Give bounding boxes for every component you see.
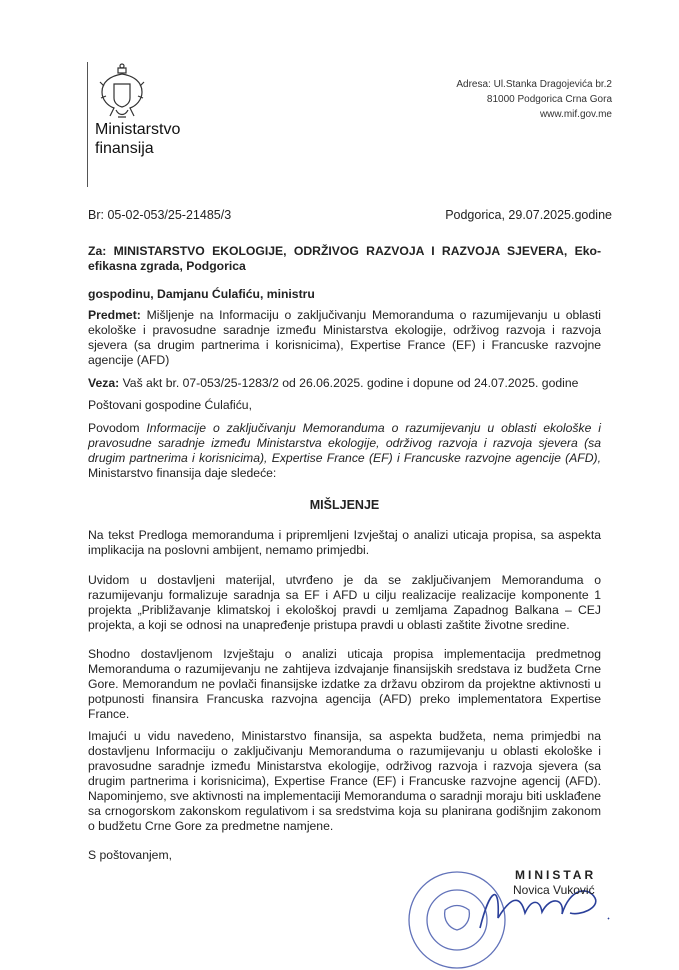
subject xyxy=(88,308,601,368)
link-label: Veza: xyxy=(88,376,120,390)
subject-text: Mišljenje na Informaciju o zaključivanju Memoranduma o razumijevanju u oblasti ekološke i pravosudne saradnje između Ministarstva ekologije, održivog razvoja i razvoja sjevera (sa drugim partnerima i korisnicima), Expertise France (EF) i Francuske razvojne agencije (AFD) xyxy=(88,308,601,367)
address-city: 81000 Podgorica Crna Gora xyxy=(486,94,612,105)
intro-italic: Informacije o zaključivanju Memoranduma o razumijevanju u oblasti ekološke i pravosudne saradnje između Ministarstva ekologije, održivog razvoja i razvoja sjevera (sa drugim partnerima i korisnicima), Expertise France (EF) i Francuske razvojne agencije (AFD), xyxy=(88,421,602,465)
signatory-title: MINISTAR xyxy=(515,868,597,882)
intro-paragraph xyxy=(88,421,601,481)
reference-number: Br: 05-02-053/25-21485/3 xyxy=(88,208,232,222)
recipient xyxy=(88,244,601,274)
addressee: gospodinu, Damjanu Ćulafiću, ministru xyxy=(88,287,315,301)
paragraph: Imajući u vidu navedeno, Ministarstvo finansija, sa aspekta budžeta, nema primjedbi na dostavljenu Informaciju o zaključivanju Memoranduma o razumijevanju u oblasti ekološke i pravosudne saradnje između Ministarstva ekologije, održivog razvoja i razvoja sjevera (sa drugim partnerima i korisnicima), Expertise France (EF) i Francuske razvojne agencij (AFD). Napominjemo, sve aktivnosti na implementaciji Memoranduma o saradnji moraju biti usklađene sa crnogorskom zakonskom regulativom i sa sredstvima koja su planirana godišnjim zakonom o budžetu Crne Gore za predmetne namjene. xyxy=(88,729,601,833)
paragraph: Na tekst Predloga memoranduma i pripremljeni Izvještaj o analizi uticaja propisa, sa aspekta implikacija na poslovni ambijent, nemamo primjedbi. xyxy=(88,528,601,557)
za-label: Za: xyxy=(88,244,107,258)
ministry-name xyxy=(95,120,180,158)
paragraph: Shodno dostavljenom Izvještaju o analizi uticaja propisa implementacija predmetnog Memoranduma o razumijevanju ne zahtijeva izdvajanje finansijskih sredstava iz budžeta Crne Gore. Memorandum ne povlači finansijske izdatke za državu obzirom da projektne aktivnosti u potpunosti finansira Francuska razvojna agencija (AFD) preko implementatora Expertise France. xyxy=(88,647,601,721)
subject-label: Predmet: xyxy=(88,308,141,322)
address-street: Adresa: Ul.Stanka Dragojevića br.2 xyxy=(456,79,612,90)
header-divider xyxy=(87,62,88,187)
paragraph: Uvidom u dostavljeni materijal, utvrđeno je da se zaključivanjem Memoranduma o razumijevanju formalizuje saradnja sa EF i AFD u cilju realizacije realizacije komponente 1 projekta „Približavanje klimatskoj i ekološkoj pravdi u zemljama Zapadnog Balkana – CEJ projekta, a koji se odnosi na unapređenje pristupa pravdi u oblasti zaštite životne sredine. xyxy=(88,573,601,632)
website-link[interactable]: www.mif.gov.me xyxy=(539,109,612,120)
org-line-2: finansija xyxy=(95,140,154,157)
section-title: MIŠLJENJE xyxy=(309,498,380,512)
recipient-text: MINISTARSTVO EKOLOGIJE, ODRŽIVOG RAZVOJA I RAZVOJA SJEVERA, Eko-efikasna zgrada, Podgorica xyxy=(88,244,602,273)
link-reference xyxy=(88,376,601,391)
intro-end: Ministarstvo finansija daje sledeće: xyxy=(88,466,277,480)
letter-body xyxy=(88,244,601,863)
closing: S poštovanjem, xyxy=(88,848,173,862)
greeting: Poštovani gospodine Ćulafiću, xyxy=(88,398,252,412)
link-text: Vaš akt br. 07-053/25-1283/2 od 26.06.2025. godine i dopune od 24.07.2025. godine xyxy=(122,376,579,390)
address-block xyxy=(456,77,612,122)
coat-of-arms-icon xyxy=(96,62,148,124)
document-date: Podgorica, 29.07.2025.godine xyxy=(445,208,612,222)
intro-start: Povodom xyxy=(88,421,147,435)
signatory-name: Novica Vuković xyxy=(513,883,595,897)
org-line-1: Ministarstvo xyxy=(95,121,181,138)
